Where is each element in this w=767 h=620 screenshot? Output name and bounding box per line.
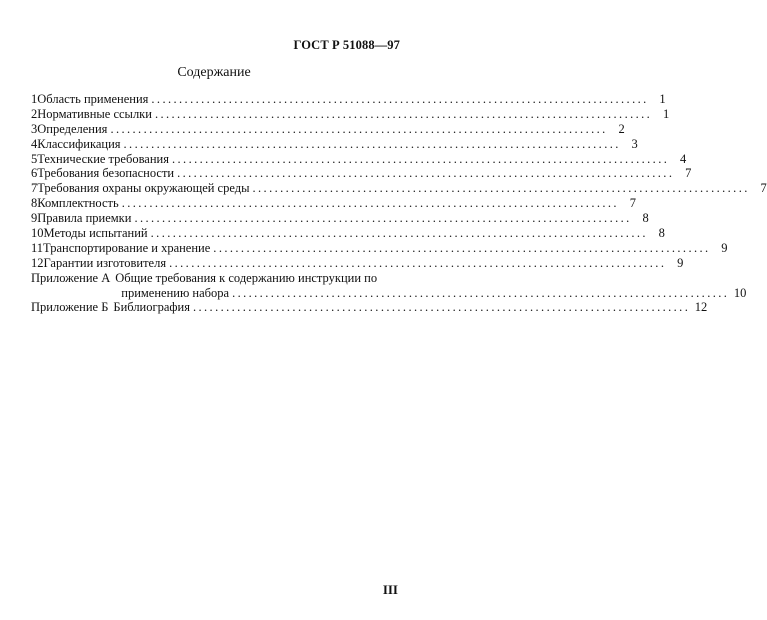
appendix-title: Библиография <box>113 300 190 315</box>
toc-item <box>31 196 636 211</box>
toc-item-number: 1 <box>31 91 38 106</box>
toc-item-number: 5 <box>31 151 38 166</box>
toc-item-page-number: 8 <box>642 211 649 226</box>
dot-leader: .......................................................................................... <box>177 166 675 181</box>
toc-item-page-number: 1 <box>662 106 670 121</box>
toc-item-page-number: 9 <box>677 255 684 270</box>
toc-item-page-number: 7 <box>760 181 767 196</box>
appendix-title-line1: Общие требования к содержанию инструкции по <box>115 270 378 285</box>
toc-item-number: 12 <box>31 255 44 270</box>
toc-item-number: 4 <box>31 136 38 151</box>
dot-leader: .......................................................................................... <box>123 136 621 151</box>
toc-item-page-number: 4 <box>680 151 687 166</box>
dot-leader: .......................................................................................... <box>134 211 632 226</box>
toc-item-title: Область применения <box>37 91 149 106</box>
toc-item-page-number: 1 <box>659 91 666 106</box>
dot-leader: .......................................................................................... <box>150 226 648 240</box>
dot-leader: .......................................................................................... <box>154 106 653 121</box>
toc-item-title: Классификация <box>37 136 121 151</box>
toc-item-page-number: 7 <box>629 196 636 211</box>
toc-item-title: Методы испытаний <box>43 226 148 240</box>
toc-item <box>31 136 638 152</box>
toc-item <box>31 255 684 271</box>
toc-item-page-number: 7 <box>685 166 692 181</box>
toc-item-title: Правила приемки <box>37 211 132 226</box>
toc-item-title: Нормативные ссылки <box>37 106 152 121</box>
dot-leader: .......................................................................................... <box>110 121 608 136</box>
toc-item-title: Транспортирование и хранение <box>43 240 211 255</box>
dot-leader: .......................................................................................... <box>192 300 691 315</box>
dot-leader: .......................................................................................... <box>169 255 667 270</box>
dot-leader: .......................................................................................... <box>213 240 711 255</box>
document-code: ГОСТ Р 51088—97 <box>293 38 400 52</box>
toc-item-page-number: 9 <box>721 240 728 255</box>
dot-leader: .......................................................................................... <box>151 91 649 106</box>
toc-item-title: Комплектность <box>37 196 119 211</box>
toc-appendix-b <box>31 300 708 316</box>
toc-item-page-number: 8 <box>658 226 665 240</box>
toc-item-number: 6 <box>31 166 38 181</box>
toc-item-title: Определения <box>37 121 108 136</box>
dot-leader: .......................................................................................... <box>252 181 750 196</box>
dot-leader: .......................................................................................... <box>121 196 619 211</box>
toc-item-number: 9 <box>31 211 38 226</box>
toc-item-number: 7 <box>31 181 38 196</box>
toc-title: Содержание <box>177 65 251 80</box>
toc-item <box>31 151 687 167</box>
appendix-page-number: 10 <box>733 285 747 300</box>
toc-item-page-number: 2 <box>618 121 625 136</box>
toc-item <box>31 226 665 241</box>
table-of-contents <box>31 91 767 315</box>
toc-appendix-a <box>31 270 747 301</box>
appendix-label: Приложение А <box>31 270 111 285</box>
toc-item <box>31 121 625 137</box>
toc-item-title: Гарантии изготовителя <box>43 255 167 270</box>
toc-item-page-number: 3 <box>631 136 638 151</box>
appendix-page-number: 12 <box>694 300 708 315</box>
dot-leader: .......................................................................................... <box>172 151 670 166</box>
toc-item <box>31 240 728 256</box>
appendix-label: Приложение Б <box>31 300 109 315</box>
toc-item-number: 8 <box>31 196 38 211</box>
toc-item <box>31 166 692 181</box>
toc-item-number: 11 <box>31 240 44 255</box>
toc-item <box>31 91 666 107</box>
toc-item <box>31 106 670 122</box>
toc-item-title: Технические требования <box>37 151 169 166</box>
toc-item-title: Требования охраны окружающей среды <box>37 181 250 196</box>
toc-item <box>31 211 649 226</box>
toc-item-number: 3 <box>31 121 38 136</box>
appendix-title-line2: применению набора <box>121 285 230 300</box>
toc-item-number: 10 <box>31 226 44 240</box>
toc-item-number: 2 <box>31 106 38 121</box>
page-number-roman: III <box>382 582 398 597</box>
dot-leader: .......................................................................................... <box>232 285 730 300</box>
toc-item-title: Требования безопасности <box>37 166 175 181</box>
toc-item <box>31 181 767 196</box>
